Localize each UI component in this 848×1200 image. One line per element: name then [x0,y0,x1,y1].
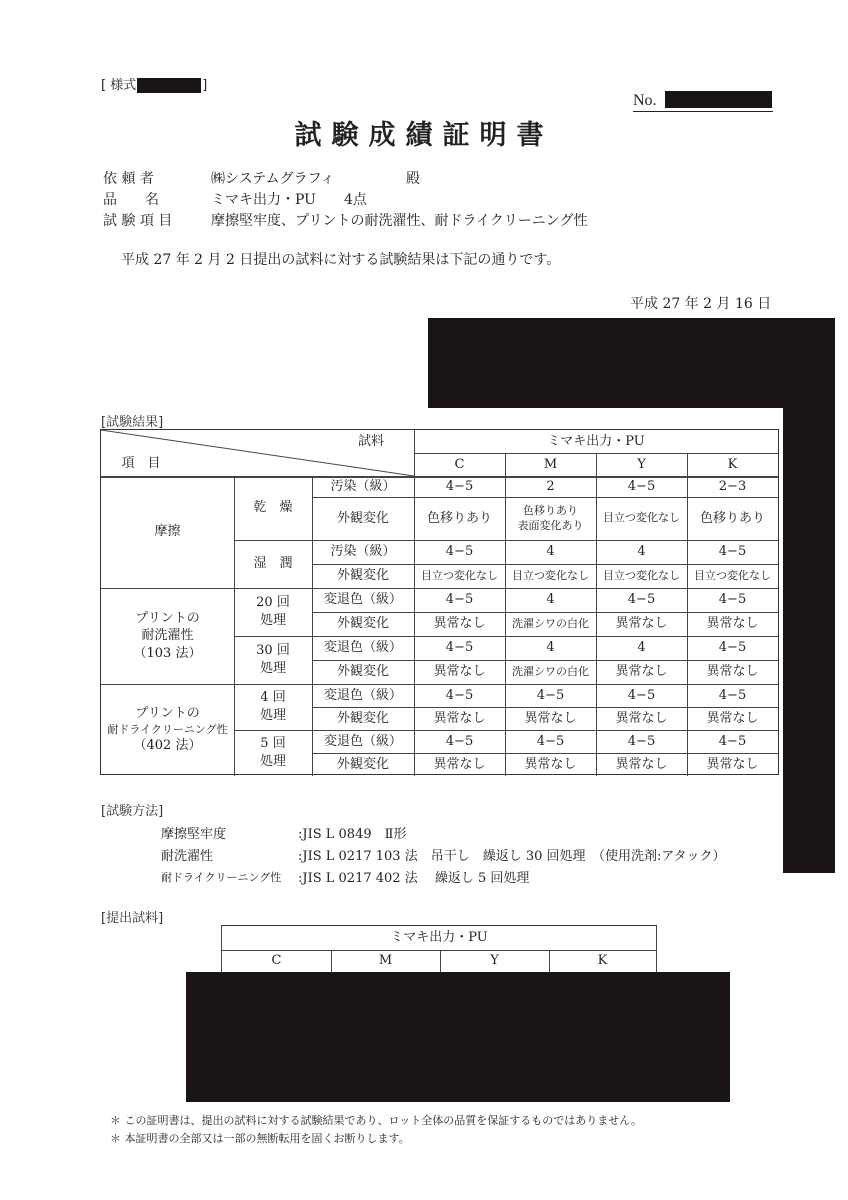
note-1: ＊ この証明書は、提出の試料に対する試験結果であり、ロット全体の品質を保証するものではありません。 [110,1114,642,1127]
result-cell-text: 4−5 [445,640,474,656]
result-cell-text: 4−5 [445,544,474,560]
result-cell [687,753,778,776]
result-cell [596,588,687,612]
result-cell-text: 異常なし [433,710,486,726]
result-cell [505,564,596,588]
group-wash-20-proc: 処理 [259,613,286,628]
result-cell-text: 4−5 [627,592,656,608]
page-title: 試験成績証明書 [294,120,554,151]
result-cell [687,612,778,636]
group-wash-20 [234,588,312,636]
sample-col-c: C [271,953,282,969]
result-cell [596,540,687,564]
result-cell [687,707,778,730]
result-cell-text: 4 [546,640,555,656]
result-cell [505,588,596,612]
grid-line [101,588,778,589]
row-label: 外観変化 [336,510,389,526]
samples-section-label: [提出試料] [101,911,164,926]
redacted-document-number [665,91,772,108]
grid-line [312,612,778,613]
result-cell-text: 異常なし [615,756,668,772]
result-cell-text: 4−5 [627,687,656,703]
group-washing-line2: 耐洗濯性 [141,628,194,644]
test-items-row [103,210,663,230]
result-cell-text: 4 [546,592,555,608]
intro-text: 平成 27 年 2 月 2 日提出の試料に対する試験結果は下記の通りです。 [121,252,561,268]
grid-line [312,476,313,776]
result-cell [596,684,687,707]
result-cell-text: 異常なし [706,756,759,772]
group-dc-line2: 耐ドライクリーニング性 [107,722,228,736]
result-cell [687,636,778,660]
grid-line [596,453,597,776]
sample-header: 試料 [357,434,384,450]
result-cell [414,612,505,636]
grid-line [234,476,235,776]
group-dc-4-proc: 処理 [259,708,286,723]
result-cell-text: 4−5 [445,592,474,608]
result-cell [414,564,505,588]
sample-col-y: Y [490,953,499,969]
result-cell [414,540,505,564]
result-cell-text: 異常なし [433,616,486,632]
document-number-label: No. [633,92,657,109]
row-label: 外観変化 [336,756,389,772]
result-cell [505,753,596,776]
result-cell-text: 4−5 [718,733,747,749]
result-cell-text: 目立つ変化なし [603,568,680,582]
product-label: 品 名 [103,192,159,208]
col-y: Y [637,456,646,472]
result-cell-text: 目立つ変化なし [421,568,498,582]
grid-line [312,707,778,708]
result-cell [687,476,778,497]
result-cell [414,497,505,540]
method-value-washing: :JIS L 0217 103 法 吊干し 繰返し 30 回処理 （使用洗剤:アタック） [298,849,726,864]
row-label: 変退色（級） [323,592,402,608]
result-cell [505,476,596,497]
group-dc-5 [234,730,312,776]
col-c: C [454,456,465,472]
row-label: 外観変化 [336,664,389,680]
result-cell-text: 4−5 [445,733,474,749]
result-cell-text: 4−5 [718,592,747,608]
result-cell-text: 4 [546,544,555,560]
group-dry: 乾 燥 [253,500,293,516]
result-cell [414,476,505,497]
group-washing-line1: プリントの [135,610,200,626]
result-cell [596,497,687,540]
col-k: K [727,456,738,472]
result-cell [414,636,505,660]
grid-line [331,950,332,974]
result-cell [505,660,596,684]
redacted-form-number [137,78,201,93]
result-cell [505,730,596,753]
result-cell [596,636,687,660]
result-cell [687,564,778,588]
redacted-issuer [428,318,835,408]
group-wet: 湿 潤 [253,556,293,572]
grid-line [505,453,506,776]
result-cell-text: 色移りあり [699,510,765,526]
grid-line [101,684,778,685]
results-table [100,429,779,775]
result-cell-text: 表面変化あり [517,518,584,532]
result-cell-text: 4−5 [445,687,474,703]
result-cell-text: 異常なし [433,664,486,680]
result-cell-text: 目立つ変化なし [603,511,680,525]
client-suffix: 殿 [406,171,420,187]
result-cell-text: 4−5 [536,687,565,703]
group-wash-30-proc: 処理 [259,661,286,676]
row-label: 変退色（級） [323,687,402,703]
item-header: 項 目 [121,456,161,472]
document-number [633,90,773,112]
group-dc-4-times: 4 回 [260,690,286,706]
product-row [103,189,523,209]
sample-col-m: M [378,953,393,969]
result-cell [505,612,596,636]
result-cell-text: 異常なし [706,664,759,680]
row-label: 変退色（級） [323,733,402,749]
result-cell-text: 異常なし [524,710,577,726]
result-cell-text: 2−3 [718,478,747,494]
form-suffix: ] [202,78,208,93]
client-label: 依 頼 者 [103,171,154,187]
result-cell-text: 2 [546,478,555,494]
group-friction: 摩擦 [154,524,181,540]
group-wash-20-times: 20 回 [256,595,290,611]
result-cell [414,588,505,612]
result-cell [505,684,596,707]
result-cell [687,730,778,753]
result-cell [687,588,778,612]
result-cell [687,660,778,684]
grid-line [101,476,778,478]
client-value: ㈱システムグラフィ [211,171,335,187]
group-dc-line3: （402 法） [133,738,202,754]
samples-table [221,925,657,973]
group-washing [101,588,234,684]
result-cell-text: 4 [637,640,646,656]
result-cell [687,684,778,707]
test-items-value: 摩擦堅牢度、プリントの耐洗濯性、耐ドライクリーニング性 [211,213,588,229]
client-row [103,168,523,188]
group-dc-5-proc: 処理 [259,754,286,769]
result-cell-text: 異常なし [524,756,577,772]
group-dry-cleaning [101,684,234,776]
method-name-dry-cleaning: 耐ドライクリーニング性 [161,871,282,884]
grid-line [414,453,778,454]
result-cell-text: 4−5 [536,733,565,749]
grid-line [312,753,778,754]
result-cell [596,612,687,636]
result-cell [596,564,687,588]
grid-line [234,540,778,541]
result-cell-text: 目立つ変化なし [512,568,589,582]
row-label: 汚染（級） [330,478,396,494]
grid-line [234,636,778,637]
row-label: 外観変化 [336,710,389,726]
result-cell-text: 異常なし [706,710,759,726]
samples-header: ミマキ出力・PU [390,930,488,946]
result-cell-text: 4−5 [718,687,747,703]
result-cell-text: 洗濯シワの白化 [512,616,589,630]
group-washing-line3: （103 法） [133,645,202,661]
method-value-friction: :JIS L 0849 Ⅱ形 [298,827,407,842]
redacted-margin [783,318,835,873]
group-dc-line1: プリントの [135,706,200,722]
result-cell-text: 4−5 [627,733,656,749]
result-cell-text: 4−5 [718,640,747,656]
issue-date: 平成 27 年 2 月 16 日 [630,296,772,312]
result-cell [414,730,505,753]
group-dc-4 [234,684,312,730]
col-m: M [543,456,558,472]
row-label: 外観変化 [336,616,389,632]
result-cell-text: 異常なし [615,710,668,726]
group-wash-30-times: 30 回 [256,643,290,659]
product-value: ミマキ出力・PU 4点 [211,192,367,208]
result-cell [414,707,505,730]
result-cell-text: 4−5 [445,478,474,494]
product-header: ミマキ出力・PU [547,433,645,449]
result-cell [687,497,778,540]
grid-line [312,660,778,661]
form-label [101,74,207,93]
result-cell [596,476,687,497]
grid-line [549,950,550,974]
method-value-dry-cleaning: :JIS L 0217 402 法 繰返し 5 回処理 [298,871,530,886]
result-cell [505,636,596,660]
grid-line [440,950,441,974]
result-cell [596,753,687,776]
result-cell [596,707,687,730]
result-cell [596,730,687,753]
grid-line [234,730,778,731]
grid-line [312,497,778,498]
result-cell-text: 異常なし [615,616,668,632]
result-cell-text: 異常なし [706,616,759,632]
grid-line [414,430,415,776]
result-cell [414,684,505,707]
result-cell-text: 4 [637,544,646,560]
result-cell-text: 洗濯シワの白化 [512,664,589,678]
result-cell [596,660,687,684]
redacted-sample-photos [186,972,730,1102]
result-cell-text: 色移りあり [523,503,578,517]
result-cell [505,540,596,564]
form-prefix: [ 様式 [101,78,137,93]
note-2: ＊ 本証明書の全部又は一部の無断転用を固くお断りします。 [110,1132,410,1145]
row-label: 汚染（級） [330,544,396,560]
result-cell [414,660,505,684]
result-cell-text: 4−5 [718,544,747,560]
result-cell [414,753,505,776]
grid-line [687,453,688,776]
result-cell-text: 4−5 [627,478,656,494]
result-cell [687,540,778,564]
test-items-label: 試 験 項 目 [103,213,173,229]
method-name-washing: 耐洗濯性 [161,849,214,864]
row-label: 外観変化 [336,568,389,584]
group-dc-5-times: 5 回 [260,736,286,752]
result-cell [505,707,596,730]
sample-col-k: K [597,953,608,969]
result-cell-text: 目立つ変化なし [694,568,771,582]
row-label: 変退色（級） [323,640,402,656]
method-section-label: [試験方法] [101,804,164,819]
result-cell [505,497,596,540]
result-cell-text: 色移りあり [426,510,492,526]
result-cell-text: 異常なし [615,664,668,680]
results-section-label: [試験結果] [101,415,164,430]
group-wash-30 [234,636,312,684]
grid-line [312,564,778,565]
method-name-friction: 摩擦堅牢度 [161,827,227,842]
result-cell-text: 異常なし [433,756,486,772]
